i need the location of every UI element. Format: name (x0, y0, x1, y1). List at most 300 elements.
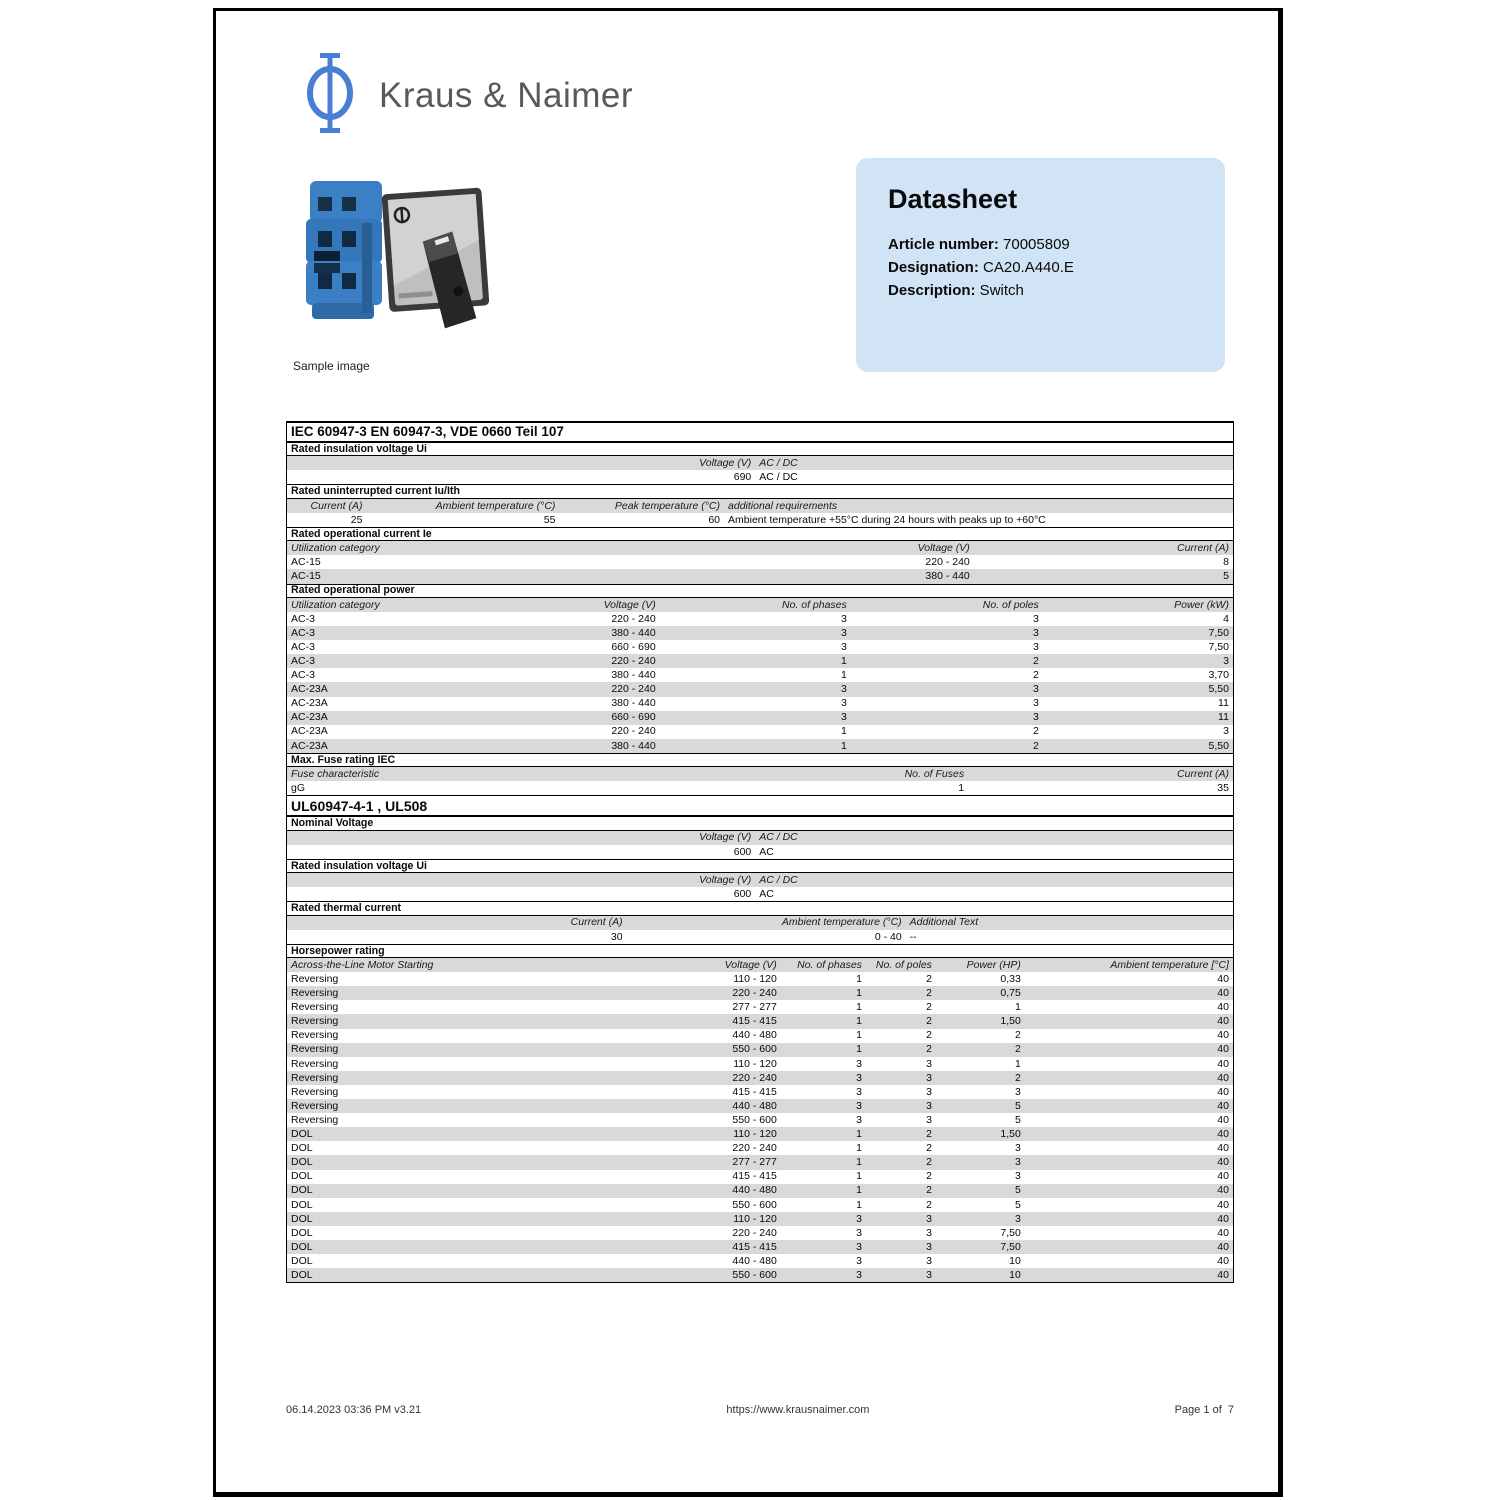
table-cell: 550 - 600 (732, 1269, 777, 1281)
table-header-row (287, 916, 1233, 930)
table-cell: Reversing (291, 1002, 339, 1013)
table-cell: additional requirements (728, 500, 838, 512)
table-row (287, 1071, 1233, 1085)
table-cell: 3 (1223, 656, 1229, 667)
table-cell: 2 (1032, 670, 1039, 681)
table-cell: DOL (291, 1227, 313, 1239)
table-cell: 7,50 (1208, 627, 1229, 639)
table-cell: 3 (856, 1100, 862, 1112)
table-cell: 1 (840, 740, 847, 752)
table-cell: AC-23A (291, 698, 328, 709)
table-header-row (287, 767, 1233, 781)
table-cell: 600 (733, 889, 752, 900)
table-header-row (287, 831, 1233, 845)
table-section-row: Rated insulation voltage Ui (287, 859, 1233, 873)
footer-url: https://www.krausnaimer.com (726, 1404, 870, 1416)
table-cell: 3 (926, 1086, 932, 1098)
table-row (287, 1029, 1233, 1043)
table-row (287, 1268, 1233, 1282)
table-cell: 1 (856, 974, 862, 985)
table-cell: 5,50 (1208, 684, 1229, 695)
table-cell: 1 (856, 1129, 862, 1140)
table-row (287, 986, 1233, 1000)
table-row (287, 1099, 1233, 1113)
table-cell: Reversing (291, 1086, 339, 1098)
table-row (287, 887, 1233, 901)
table-header-row (287, 873, 1233, 887)
table-cell: 40 (1217, 1072, 1229, 1084)
table-cell: Additional Text (909, 917, 979, 928)
table-cell: 3 (1032, 684, 1039, 695)
table-cell: 3 (1015, 1086, 1021, 1098)
table-cell: Reversing (291, 1044, 339, 1055)
table-section-row: Rated uninterrupted current Iu/Ith (287, 484, 1233, 498)
table-cell: AC / DC (759, 832, 798, 843)
table-row (287, 513, 1233, 527)
table-cell: 1 (856, 1157, 862, 1168)
table-row (287, 1198, 1233, 1212)
table-cell: 40 (1217, 1044, 1229, 1055)
table-cell: 1 (840, 726, 847, 737)
table-cell: 3 (840, 641, 847, 653)
table-cell: 1 (840, 656, 847, 667)
table-cell: 660 - 690 (611, 641, 656, 653)
table-cell: AC-23A (291, 684, 328, 695)
table-row (287, 612, 1233, 626)
table-row (287, 1057, 1233, 1071)
table-cell: 2 (926, 974, 932, 985)
table-cell: DOL (291, 1171, 313, 1182)
table-cell: AC / DC (759, 874, 798, 886)
table-cell: AC-3 (291, 627, 315, 639)
table-row (287, 697, 1233, 711)
table-cell: DOL (291, 1143, 313, 1154)
table-cell: 3 (856, 1255, 862, 1267)
table-cell: 2 (1032, 740, 1039, 752)
table-cell: 2 (926, 1129, 932, 1140)
table-cell: Reversing (291, 1030, 339, 1041)
table-cell: 40 (1217, 1114, 1229, 1126)
table-cell: 110 - 120 (733, 1058, 777, 1070)
table-cell: AC (759, 846, 774, 858)
table-cell: 415 - 415 (732, 1171, 777, 1182)
switch-illustration (288, 163, 498, 355)
table-cell: 11 (1218, 712, 1229, 723)
table-cell: Reversing (291, 988, 339, 999)
table-row (287, 930, 1233, 944)
table-cell: AC-3 (291, 641, 315, 653)
table-row (287, 781, 1233, 795)
table-row (287, 1043, 1233, 1057)
table-cell: gG (291, 783, 306, 794)
table-cell: Reversing (291, 1100, 339, 1112)
table-cell: No. of phases (797, 959, 862, 971)
table-cell: 440 - 480 (732, 1030, 777, 1041)
table-cell: 4 (1223, 613, 1229, 625)
table-cell: 3 (856, 1213, 862, 1225)
table-cell: 2 (1032, 656, 1039, 667)
table-row (287, 972, 1233, 986)
table-row (287, 569, 1233, 583)
table-cell: 40 (1217, 1199, 1229, 1210)
table-cell: 1 (856, 1044, 862, 1055)
table-cell: DOL (291, 1255, 313, 1267)
table-cell: 60 (708, 514, 721, 526)
table-header-row (287, 541, 1233, 555)
table-cell: 2 (1032, 726, 1039, 737)
table-row (287, 1113, 1233, 1127)
table-section-row: Rated operational power (287, 584, 1233, 598)
table-cell: 1 (1015, 1002, 1021, 1013)
table-cell: 3 (840, 627, 847, 639)
table-cell: 7,50 (1208, 641, 1229, 653)
table-section-row: Horsepower rating (287, 944, 1233, 958)
table-cell: 0,75 (1000, 988, 1021, 999)
table-cell: 415 - 415 (732, 1016, 777, 1027)
table-cell: AC-3 (291, 656, 315, 667)
table-cell: Peak temperature (°C) (614, 500, 721, 512)
table-cell: 1,50 (1000, 1129, 1021, 1140)
table-cell: 3 (926, 1227, 932, 1239)
table-cell: 5 (1015, 1199, 1021, 1210)
table-header-row (287, 598, 1233, 612)
brand-name: Kraus & Naimer (379, 75, 634, 115)
table-cell: 8 (1223, 557, 1229, 568)
table-section-row: Nominal Voltage (287, 816, 1233, 830)
table-cell: Voltage (V) (917, 543, 970, 554)
table-cell: 3 (926, 1072, 932, 1084)
table-cell: 40 (1217, 1227, 1229, 1239)
table-row (287, 725, 1233, 739)
table-cell: 30 (610, 931, 623, 943)
table-row (287, 668, 1233, 682)
table-cell: 3 (840, 613, 847, 625)
table-row (287, 1212, 1233, 1226)
table-cell: Reversing (291, 1016, 339, 1027)
table-cell: 10 (1009, 1255, 1021, 1267)
table-cell: 35 (1217, 783, 1229, 794)
table-cell: AC-23A (291, 712, 328, 723)
table-cell: 380 - 440 (611, 698, 656, 709)
table-cell: Voltage (V) (603, 599, 656, 611)
table-cell: 415 - 415 (732, 1241, 777, 1253)
table-cell: 3 (926, 1058, 932, 1070)
table-cell: 2 (926, 1143, 932, 1154)
table-cell: 5 (1015, 1100, 1021, 1112)
table-cell: Reversing (291, 1072, 339, 1084)
table-cell: 2 (926, 1044, 932, 1055)
table-cell: 3 (1223, 726, 1229, 737)
table-title-row: IEC 60947-3 EN 60947-3, VDE 0660 Teil 107 (287, 423, 1233, 442)
table-cell: 40 (1217, 1213, 1229, 1225)
table-row (287, 1226, 1233, 1240)
table-cell: 3 (840, 698, 847, 709)
table-cell: 3 (1032, 698, 1039, 709)
table-cell: Power (HP) (966, 959, 1021, 971)
table-cell: 3 (926, 1269, 932, 1281)
table-cell: 440 - 480 (732, 1255, 777, 1267)
table-cell: 550 - 600 (732, 1114, 777, 1126)
table-cell: AC / DC (759, 472, 798, 483)
table-row (287, 1000, 1233, 1014)
table-cell: 3 (926, 1100, 932, 1112)
table-cell: Reversing (291, 1114, 339, 1126)
table-cell: 440 - 480 (732, 1185, 777, 1196)
table-cell: 220 - 240 (732, 1072, 777, 1084)
table-cell: AC (759, 889, 774, 900)
datasheet-field: Article number: 70005809 (888, 236, 1070, 253)
table-section-row: Rated operational current Ie (287, 527, 1233, 541)
table-cell: 220 - 240 (611, 726, 656, 737)
table-cell: 25 (350, 514, 363, 526)
table-cell: DOL (291, 1129, 313, 1140)
datasheet-panel (856, 158, 1225, 372)
table-cell: Utilization category (291, 599, 380, 611)
page-footer (286, 1404, 1234, 1416)
table-cell: 3 (1015, 1143, 1021, 1154)
table-cell: -- (909, 931, 917, 943)
table-section-row: Rated insulation voltage Ui (287, 442, 1233, 456)
table-cell: 3 (856, 1114, 862, 1126)
table-cell: 1,50 (1000, 1016, 1021, 1027)
table-header-row (287, 958, 1233, 972)
table-cell: Current (A) (570, 917, 623, 928)
table-cell: 2 (926, 988, 932, 999)
table-cell: No. of phases (781, 599, 847, 611)
table-row (287, 626, 1233, 640)
table-cell: 1 (856, 1199, 862, 1210)
footer-datetime: 06.14.2023 03:36 PM v3.21 (286, 1404, 422, 1416)
table-cell: 2 (926, 1002, 932, 1013)
table-cell: 7,50 (1000, 1241, 1021, 1253)
table-cell: 40 (1217, 1129, 1229, 1140)
table-row (287, 711, 1233, 725)
table-cell: Reversing (291, 974, 339, 985)
table-cell: 380 - 440 (611, 627, 656, 639)
table-cell: 550 - 600 (732, 1199, 777, 1210)
table-cell: 3 (840, 712, 847, 723)
table-cell: 3 (1015, 1213, 1021, 1225)
table-cell: No. of poles (875, 959, 932, 971)
table-cell: AC-3 (291, 613, 315, 625)
table-cell: 40 (1217, 1185, 1229, 1196)
table-cell: Ambient temperature +55°C during 24 hours with peaks up to +60°C (728, 514, 1046, 526)
table-row (287, 1085, 1233, 1099)
table-cell: 1 (856, 1185, 862, 1196)
table-cell: 2 (926, 1016, 932, 1027)
table-cell: 3 (926, 1114, 932, 1126)
table-header-row (287, 499, 1233, 513)
table-row (287, 654, 1233, 668)
table-cell: 277 - 277 (732, 1157, 777, 1168)
table-cell: 1 (856, 988, 862, 999)
table-cell: 550 - 600 (732, 1044, 777, 1055)
table-cell: AC-15 (291, 557, 321, 568)
table-cell: 3 (1032, 712, 1039, 723)
table-cell: Ambient temperature [°C] (1110, 959, 1229, 971)
table-cell: 11 (1218, 698, 1229, 709)
table-cell: 40 (1217, 1016, 1229, 1027)
table-cell: 3 (840, 684, 847, 695)
table-cell: 2 (1015, 1030, 1021, 1041)
table-cell: 0,33 (1000, 974, 1021, 985)
datasheet-field: Description: Switch (888, 282, 1024, 299)
table-cell: 40 (1217, 988, 1229, 999)
table-cell: 40 (1217, 974, 1229, 985)
table-cell: 3 (856, 1058, 862, 1070)
table-cell: 2 (926, 1030, 932, 1041)
table-cell: 3 (856, 1241, 862, 1253)
table-cell: AC-23A (291, 726, 328, 737)
phi-logo-icon (301, 53, 359, 138)
table-cell: 3 (1015, 1171, 1021, 1182)
table-row (287, 1141, 1233, 1155)
table-cell: 2 (926, 1171, 932, 1182)
table-cell: 3 (1032, 627, 1039, 639)
table-cell: No. of poles (982, 599, 1039, 611)
table-section-row: Rated thermal current (287, 901, 1233, 915)
table-cell: 600 (733, 846, 752, 858)
table-cell: 1 (840, 670, 847, 681)
table-row (287, 1014, 1233, 1028)
table-cell: 1 (856, 1016, 862, 1027)
table-cell: 3 (926, 1255, 932, 1267)
sample-image-caption: Sample image (293, 359, 370, 373)
table-cell: 220 - 240 (732, 988, 777, 999)
table-cell: 660 - 690 (611, 712, 656, 723)
table-cell: 2 (926, 1157, 932, 1168)
table-cell: Current (A) (1177, 543, 1229, 554)
table-cell: AC-3 (291, 670, 315, 681)
table-cell: DOL (291, 1269, 313, 1281)
table-cell: Current (A) (1177, 768, 1229, 780)
datasheet-title: Datasheet (888, 184, 1018, 214)
table-cell: 5 (1015, 1114, 1021, 1126)
table-cell: 40 (1217, 1255, 1229, 1267)
table-cell: Utilization category (291, 543, 380, 554)
table-row (287, 1254, 1233, 1268)
table-cell: 2 (1015, 1072, 1021, 1084)
table-cell: 1 (856, 1030, 862, 1041)
table-cell: 40 (1217, 1002, 1229, 1013)
table-cell: 3 (1032, 613, 1039, 625)
table-cell: 40 (1217, 1086, 1229, 1098)
table-cell: Ambient temperature (°C) (435, 500, 556, 512)
table-cell: 3 (856, 1269, 862, 1281)
datasheet-field: Designation: CA20.A440.E (888, 259, 1074, 276)
table-row (287, 739, 1233, 753)
table-cell: 3 (926, 1241, 932, 1253)
table-title-row: UL60947-4-1 , UL508 (287, 795, 1233, 816)
table-cell: 380 - 440 (611, 670, 656, 681)
table-cell: 1 (856, 1002, 862, 1013)
table-cell: DOL (291, 1185, 313, 1196)
table-cell: 0 - 40 (874, 931, 902, 943)
table-cell: 40 (1217, 1171, 1229, 1182)
table-cell: 3 (856, 1086, 862, 1098)
table-header-row (287, 456, 1233, 470)
table-cell: No. of Fuses (904, 768, 965, 780)
table-cell: 110 - 120 (733, 1129, 777, 1140)
table-row (287, 640, 1233, 654)
table-cell: DOL (291, 1241, 313, 1253)
table-cell: Voltage (V) (699, 874, 752, 886)
product-image (288, 163, 498, 355)
table-cell: AC-15 (291, 571, 321, 582)
table-cell: 2 (926, 1199, 932, 1210)
table-cell: AC / DC (759, 458, 798, 469)
table-cell: 1 (856, 1171, 862, 1182)
table-cell: 220 - 240 (611, 613, 656, 625)
table-cell: 415 - 415 (732, 1086, 777, 1098)
table-cell: 220 - 240 (732, 1227, 777, 1239)
table-cell: 1 (1015, 1058, 1021, 1070)
table-cell: 110 - 120 (733, 974, 777, 985)
table-row (287, 1170, 1233, 1184)
table-cell: Ambient temperature (°C) (781, 917, 902, 928)
table-cell: Power (kW) (1174, 599, 1229, 611)
table-cell: DOL (291, 1199, 313, 1210)
table-cell: 690 (733, 472, 752, 483)
table-cell: Voltage (V) (724, 959, 777, 971)
table-cell: AC-23A (291, 740, 328, 752)
table-cell: 5 (1015, 1185, 1021, 1196)
table-cell: 40 (1217, 1100, 1229, 1112)
document-page (213, 8, 1283, 1497)
table-row (287, 1155, 1233, 1169)
table-cell: 380 - 440 (925, 571, 970, 582)
table-cell: Reversing (291, 1058, 339, 1070)
brand-logo (301, 53, 633, 138)
footer-page-number: Page 1 of 7 (1174, 1404, 1234, 1416)
table-cell: 3 (926, 1213, 932, 1225)
table-cell: Voltage (V) (699, 832, 752, 843)
table-cell: 40 (1217, 1030, 1229, 1041)
table-cell: 40 (1217, 1241, 1229, 1253)
table-row (287, 1184, 1233, 1198)
datasheet-fields (888, 233, 1193, 302)
table-cell: 440 - 480 (732, 1100, 777, 1112)
table-cell: 40 (1217, 1269, 1229, 1281)
table-cell: 3 (1015, 1157, 1021, 1168)
table-cell: 3 (856, 1072, 862, 1084)
table-cell: 3,70 (1208, 670, 1229, 681)
table-cell: DOL (291, 1213, 313, 1225)
table-cell: 1 (856, 1143, 862, 1154)
table-cell: 110 - 120 (733, 1213, 777, 1225)
table-cell: Across-the-Line Motor Starting (291, 959, 434, 971)
table-cell: 220 - 240 (732, 1143, 777, 1154)
table-row (287, 1127, 1233, 1141)
table-cell: 1 (958, 783, 965, 794)
table-cell: 5,50 (1208, 740, 1229, 752)
table-cell: 40 (1217, 1058, 1229, 1070)
table-cell: 55 (543, 514, 556, 526)
table-cell: 5 (1223, 571, 1229, 582)
table-row (287, 470, 1233, 484)
table-cell: 220 - 240 (611, 656, 656, 667)
table-row (287, 555, 1233, 569)
table-cell: 40 (1217, 1157, 1229, 1168)
spec-table (286, 421, 1234, 1283)
table-row (287, 1240, 1233, 1254)
table-cell: 380 - 440 (611, 740, 656, 752)
table-cell: Voltage (V) (699, 458, 752, 469)
table-cell: 2 (926, 1185, 932, 1196)
table-cell: 3 (1032, 641, 1039, 653)
table-cell: 220 - 240 (925, 557, 970, 568)
table-cell: 3 (856, 1227, 862, 1239)
